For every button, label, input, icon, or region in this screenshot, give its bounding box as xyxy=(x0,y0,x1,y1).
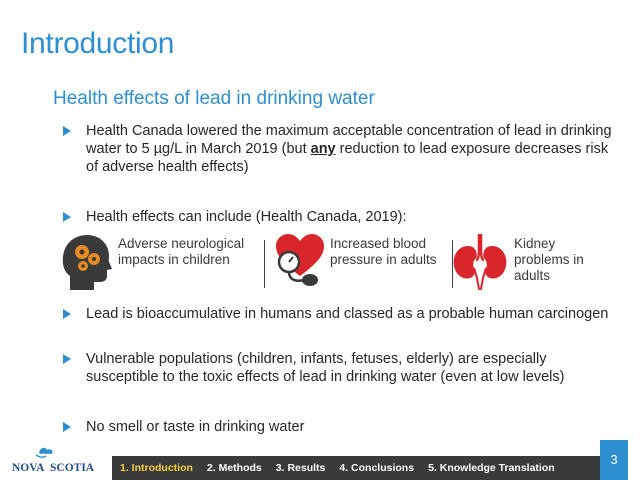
bullet-bioaccumulative xyxy=(63,305,623,323)
bullet-arrow-icon xyxy=(63,422,71,432)
bullet-lead-limit xyxy=(63,122,623,176)
bullet-health-effects xyxy=(63,208,623,226)
nova-scotia-logo xyxy=(10,446,100,476)
svg-text:SCOTIA: SCOTIA xyxy=(50,462,95,474)
nav-conclusions[interactable]: 4. Conclusions xyxy=(339,462,415,474)
page-number: 3 xyxy=(600,440,628,480)
bullet-text: Lead is bioaccumulative in humans and classed as a probable human carcinogen xyxy=(86,306,609,322)
divider xyxy=(264,240,265,288)
head-gears-icon xyxy=(60,232,112,290)
heart-blood-pressure-icon xyxy=(274,232,326,290)
nav-introduction[interactable]: 1. Introduction xyxy=(120,462,193,474)
slide-title: Introduction xyxy=(21,27,175,60)
nav-knowledge-translation[interactable]: 5. Knowledge Translation xyxy=(428,462,555,474)
effect-label: Adverse neurological impacts in children xyxy=(118,236,245,267)
kidneys-icon xyxy=(452,232,508,290)
bullet-arrow-icon xyxy=(63,212,71,222)
bullet-no-smell xyxy=(63,418,623,436)
bullet-text: Vulnerable populations (children, infants, fetuses, elderly) are especially susceptible to the toxic effects of lead in drinking water (even at low levels) xyxy=(86,351,565,385)
bullet-vulnerable xyxy=(63,350,623,386)
bullet-arrow-icon xyxy=(63,309,71,319)
effect-kidney xyxy=(452,232,620,292)
slide-subtitle: Health effects of lead in drinking water xyxy=(53,88,375,109)
bullet-text: Health Canada lowered the maximum acceptable concentration of lead in drinking water to 5 µg/L in March 2019 (but any reduction to lead exposure decreases risk of adverse health effects) xyxy=(86,123,612,175)
section-nav-bar xyxy=(112,456,600,480)
bullet-text: Health effects can include (Health Canada, 2019): xyxy=(86,209,407,225)
effect-blood-pressure xyxy=(274,232,464,292)
bullet-arrow-icon xyxy=(63,126,71,136)
effect-label: Kidney problems in adults xyxy=(514,236,584,283)
nav-results[interactable]: 3. Results xyxy=(275,462,326,474)
nav-methods[interactable]: 2. Methods xyxy=(206,462,262,474)
svg-text:NOVA: NOVA xyxy=(12,462,45,474)
effect-neurological xyxy=(60,232,260,292)
bullet-text: No smell or taste in drinking water xyxy=(86,419,305,435)
effect-label: Increased blood pressure in adults xyxy=(330,236,437,267)
health-effects-row xyxy=(60,232,620,292)
bullet-arrow-icon xyxy=(63,354,71,364)
